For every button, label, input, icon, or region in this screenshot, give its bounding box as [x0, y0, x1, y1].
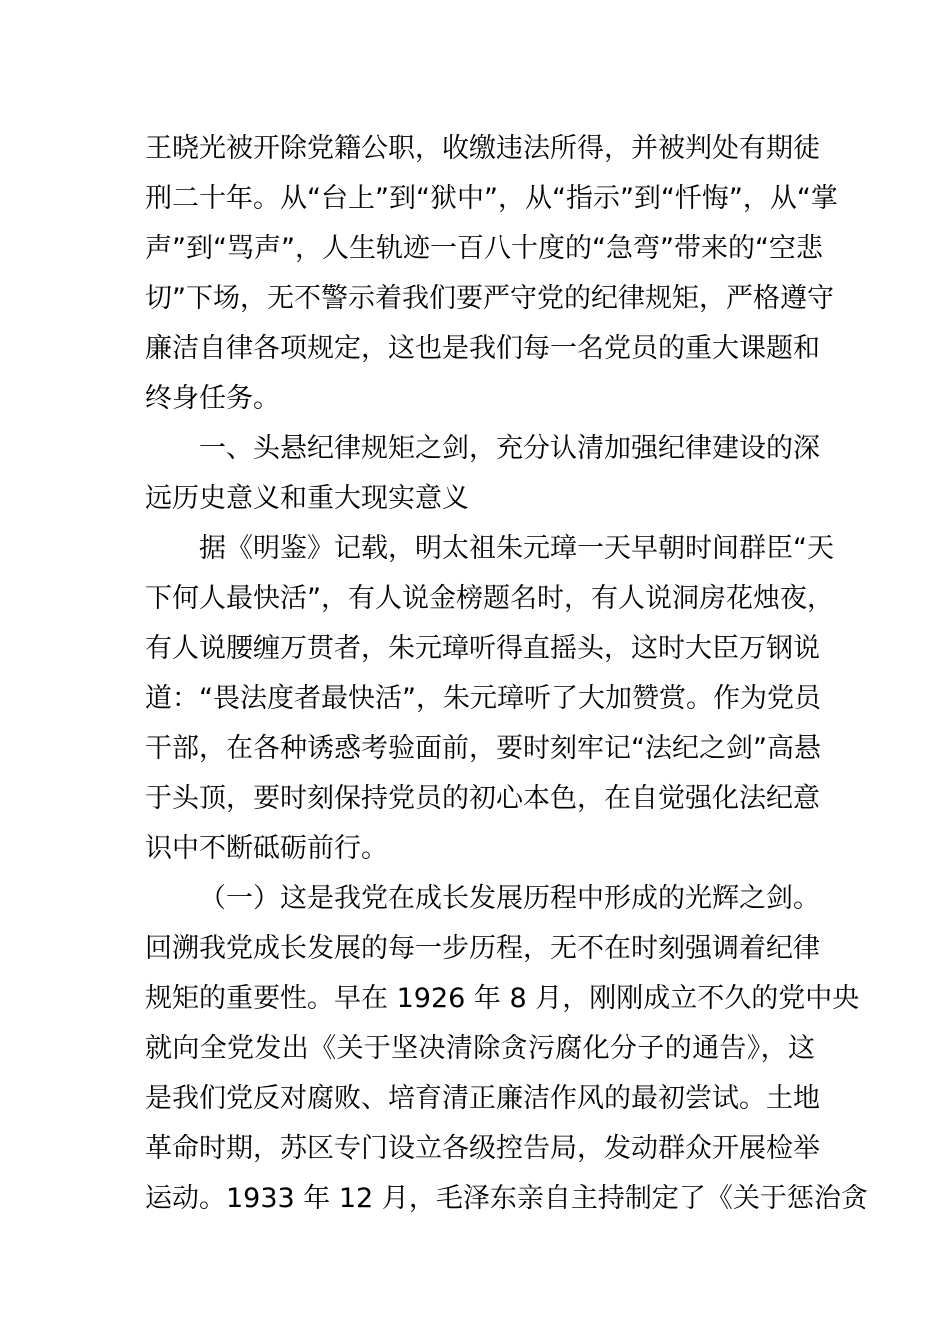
text-line: 切”下场，无不警示着我们要严守党的纪律规矩，严格遵守	[145, 283, 834, 314]
text-line: 终身任务。	[145, 383, 280, 414]
text-line: 据《明鉴》记载，明太祖朱元璋一天早朝时间群臣“天	[199, 533, 834, 564]
text-line: 下何人最快活”，有人说金榜题名时，有人说洞房花烛夜，	[145, 583, 834, 614]
text-line: 干部，在各种诱惑考验面前，要时刻牢记“法纪之剑”高悬	[145, 733, 821, 764]
text-line: 运动。1933 年 12 月，毛泽东亲自主持制定了《关于惩治贪	[145, 1183, 868, 1214]
text-line: 刑二十年。从“台上”到“狱中”，从“指示”到“忏悔”，从“掌	[145, 183, 838, 214]
text-line: 廉洁自律各项规定，这也是我们每一名党员的重大课题和	[145, 333, 820, 364]
text-line: 规矩的重要性。早在 1926 年 8 月，刚刚成立不久的党中央	[145, 983, 860, 1014]
text-line: 于头顶，要时刻保持党员的初心本色，在自觉强化法纪意	[145, 783, 820, 814]
text-line: 革命时期，苏区专门设立各级控告局，发动群众开展检举	[145, 1133, 820, 1164]
text-line: 就向全党发出《关于坚决清除贪污腐化分子的通告》，这	[145, 1033, 815, 1064]
text-line: 是我们党反对腐败、培育清正廉洁作风的最初尝试。土地	[145, 1083, 820, 1114]
text-line: 识中不断砥砺前行。	[145, 833, 388, 864]
text-line: 王晓光被开除党籍公职，收缴违法所得，并被判处有期徒	[145, 133, 820, 164]
text-line: 道：“畏法度者最快活”，朱元璋听了大加赞赏。作为党员	[145, 683, 821, 714]
text-line: 有人说腰缠万贯者，朱元璋听得直摇头，这时大臣万钢说	[145, 633, 820, 664]
subsection-heading-line: （一）这是我党在成长发展历程中形成的光辉之剑。	[199, 883, 820, 914]
section-heading-line: 一、头悬纪律规矩之剑，充分认清加强纪律建设的深	[199, 433, 820, 464]
text-line: 回溯我党成长发展的每一步历程，无不在时刻强调着纪律	[145, 933, 820, 964]
section-heading-line: 远历史意义和重大现实意义	[145, 483, 469, 514]
text-line: 声”到“骂声”，人生轨迹一百八十度的“急弯”带来的“空悲	[145, 233, 823, 264]
